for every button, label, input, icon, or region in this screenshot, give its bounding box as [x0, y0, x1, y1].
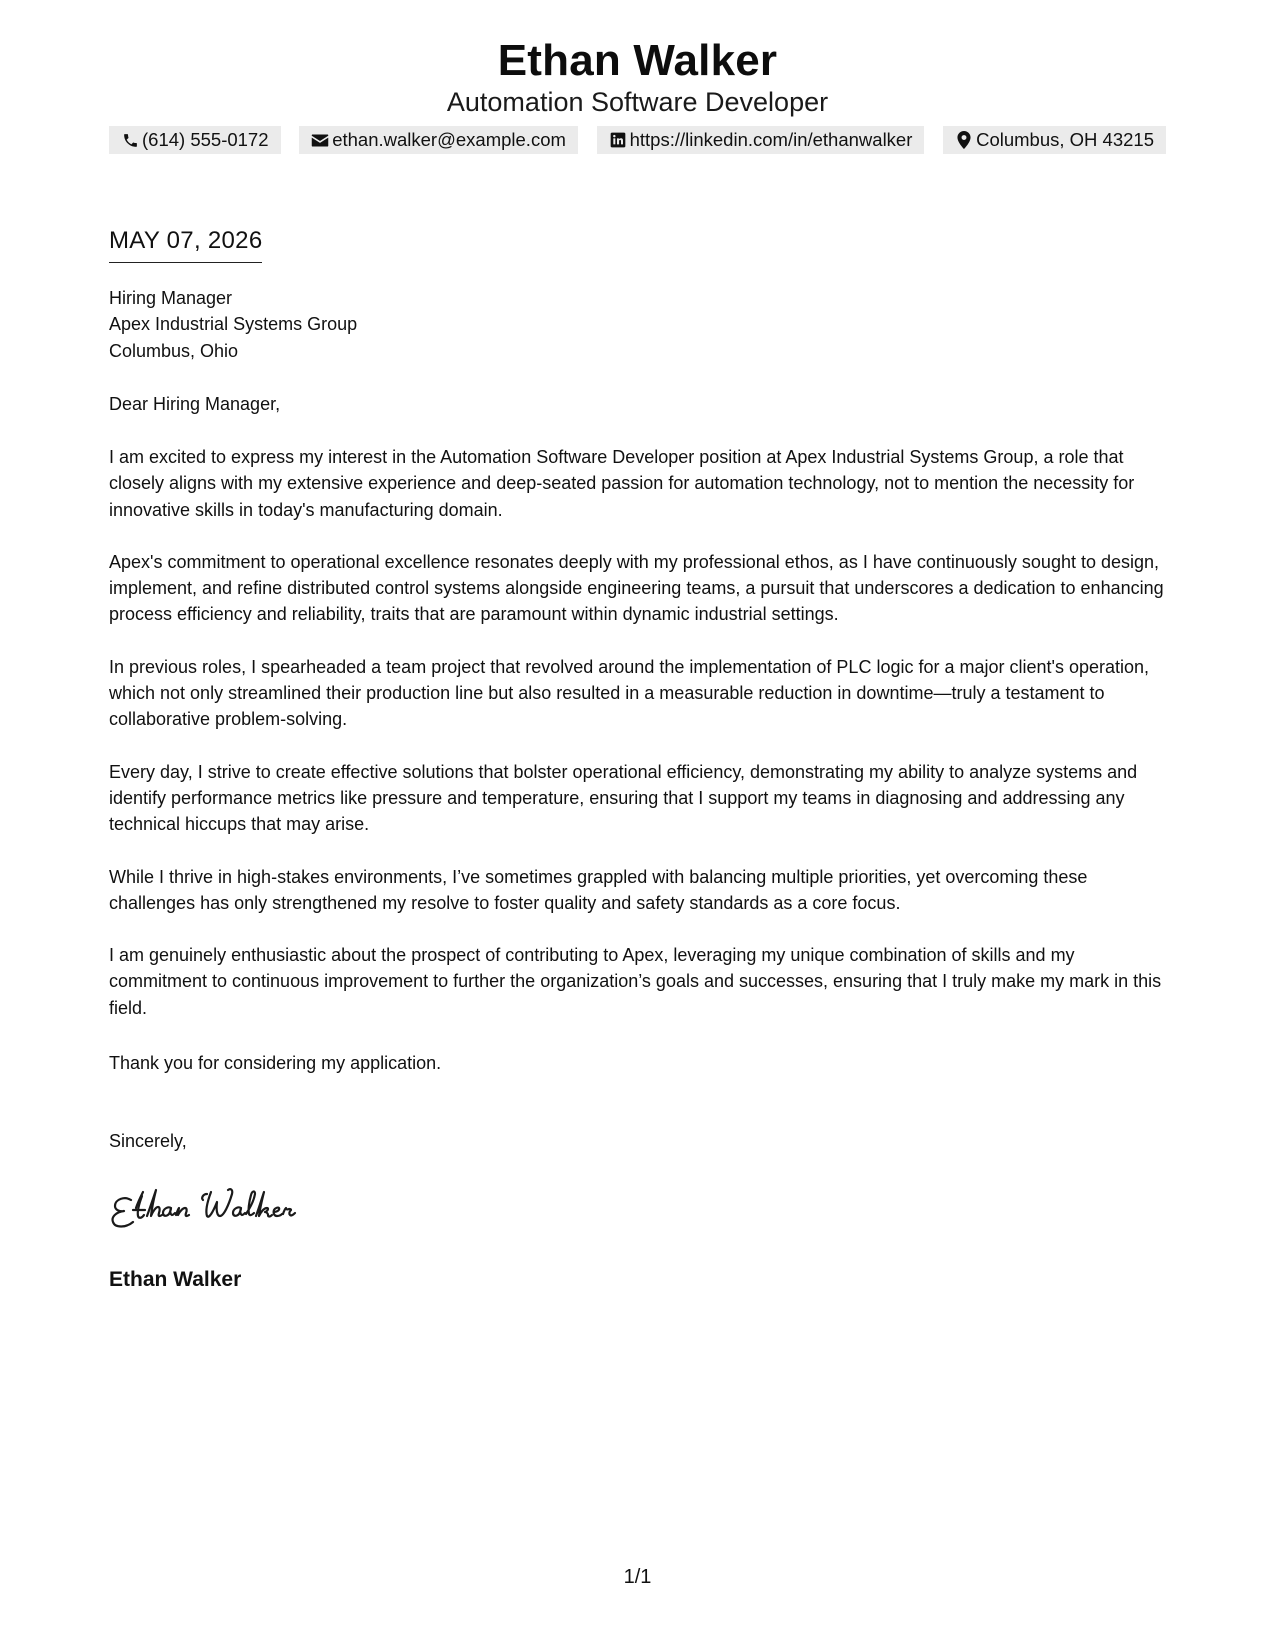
- thanks-line: Thank you for considering my application.: [109, 1053, 442, 1073]
- recipient-line: Columbus, Ohio: [109, 340, 239, 361]
- letter-body: [109, 444, 1169, 1047]
- body-paragraph: Apex's commitment to operational excellence resonates deeply with my professional ethos, as I have continuously sought to design, implement, and refine distributed control systems alongside engineering teams, a pursuit that underscores a dedication to enhancing process efficiency and reliability, traits that are paramount within dynamic industrial settings.: [109, 551, 1164, 625]
- body-paragraph: In previous roles, I spearheaded a team project that revolved around the implementation of PLC logic for a major client's operation, which not only streamlined their production line but also resulted in a measurable reduction in downtime—truly a testament to collaborative problem-solving.: [109, 656, 1150, 730]
- linkedin-text[interactable]: https://linkedin.com/in/ethanwalker: [629, 129, 913, 150]
- recipient-line: Apex Industrial Systems Group: [109, 314, 358, 335]
- recipient-line: Hiring Manager: [109, 288, 233, 308]
- body-paragraph: Every day, I strive to create effective solutions that bolster operational efficiency, demonstrating my ability to analyze systems and identify performance metrics like pressure and temperature, ensuring that I support my teams in diagnosing and addressing any technical hiccups that may arise.: [109, 761, 1138, 835]
- contact-phone: [109, 126, 281, 154]
- phone-text: (614) 555-0172: [142, 129, 269, 150]
- salutation: Dear Hiring Manager,: [109, 394, 281, 414]
- body-paragraph: I am genuinely enthusiastic about the prospect of contributing to Apex, leveraging my unique combination of skills and my commitment to continuous improvement to further the organization’s goals and successes, ensuring that I truly make my mark in this field.: [109, 945, 1162, 1018]
- location-text: Columbus, OH 43215: [976, 129, 1154, 150]
- contact-bar: [109, 126, 1166, 154]
- linkedin-icon: [609, 131, 627, 149]
- contact-location: [943, 126, 1166, 154]
- envelope-icon: [311, 131, 329, 149]
- email-text[interactable]: ethan.walker@example.com: [332, 129, 566, 150]
- map-pin-icon: [955, 131, 973, 149]
- handwritten-signature: [109, 1186, 339, 1240]
- applicant-name: Ethan Walker: [497, 36, 778, 85]
- closing-line: Sincerely,: [109, 1131, 187, 1151]
- contact-email[interactable]: [299, 126, 578, 154]
- letter-header: [0, 36, 1275, 118]
- letter-date: MAY 07, 2026: [109, 226, 262, 263]
- page-number: 1/1: [623, 1566, 652, 1588]
- phone-icon: [121, 131, 139, 149]
- signed-name: Ethan Walker: [109, 1268, 242, 1291]
- date-block: [109, 226, 262, 263]
- recipient-block: [109, 285, 1169, 364]
- body-paragraph: I am excited to express my interest in the Automation Software Developer position at Apex Industrial Systems Group, a role that closely aligns with my extensive experience and deep-seated passion for automation technology, not to mention the necessity for innovative skills in today's manufacturing domain.: [109, 447, 1135, 520]
- body-paragraph: While I thrive in high-stakes environments, I’ve sometimes grappled with balancing multiple priorities, yet overcoming these challenges has only strengthened my resolve to foster quality and safety standards as a core focus.: [109, 866, 1088, 913]
- applicant-title: Automation Software Developer: [446, 87, 829, 117]
- contact-linkedin[interactable]: [597, 126, 925, 154]
